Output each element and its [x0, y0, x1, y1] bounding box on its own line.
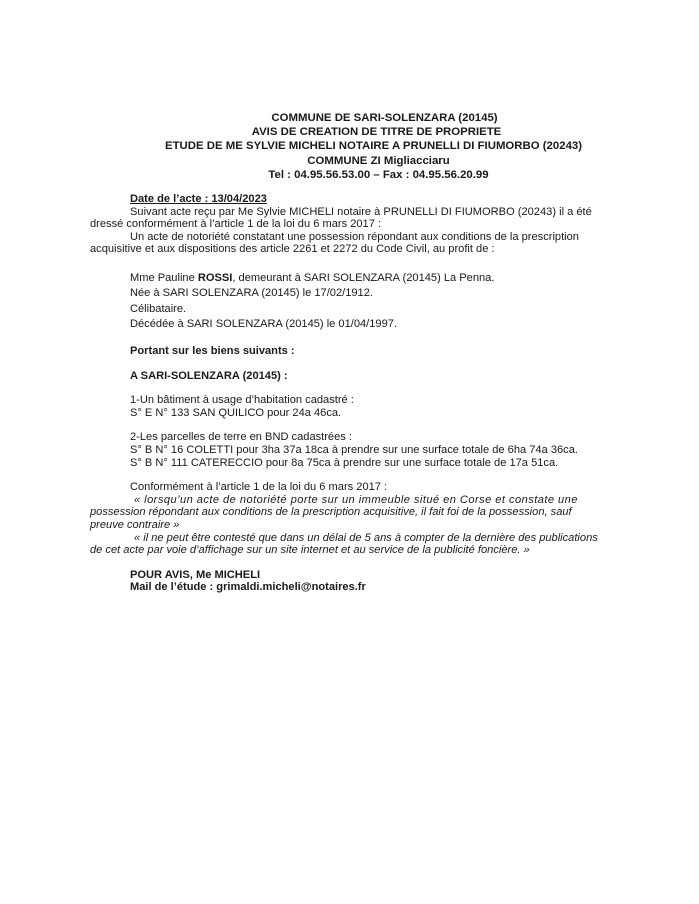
quote-1-line-3: preuve contraire » [90, 518, 180, 531]
location-heading: A SARI-SOLENZARA (20145) : [130, 369, 288, 382]
beneficiary-death: Décédée à SARI SOLENZARA (20145) le 01/04/1997. [130, 318, 398, 331]
header-notice-title: AVIS DE CREATION DE TITRE DE PROPRIETE [251, 126, 502, 139]
quote-1-line-1: « lorsqu’un acte de notoriété porte sur un immeuble situé en Corse et constate une [134, 493, 578, 506]
notice-header [0, 111, 699, 182]
header-contact: Tel : 04.95.56.53.00 – Fax : 04.95.56.20.99 [268, 168, 489, 181]
notice-body [90, 193, 620, 594]
beneficiary-status: Célibataire. [130, 302, 187, 315]
intro-paragraph-1-line-1: Suivant acte reçu par Me Sylvie MICHELI notaire à PRUNELLI DI FIUMORBO (20243) il a été [130, 205, 592, 218]
beneficiary-name-prefix: Mme Pauline [130, 271, 198, 284]
item-2-title: 2-Les parcelles de terre en BND cadastrées : [130, 431, 352, 444]
beneficiary-surname: ROSSI [197, 271, 233, 284]
beneficiary-block [90, 271, 620, 333]
quote-2-line-2: de cet acte par voie d’affichage sur un site internet et au service de la publicité foncière. » [90, 544, 530, 557]
header-commune: COMMUNE DE SARI-SOLENZARA (20145) [271, 112, 498, 124]
beneficiary-birth: Née à SARI SOLENZARA (20145) le 17/02/1912. [130, 287, 373, 300]
conformity-line: Conformément à l’article 1 de la loi du 6 mars 2017 : [130, 481, 388, 494]
header-office-commune: COMMUNE ZI Migliacciaru [307, 154, 450, 167]
intro-paragraph-2-line-1: Un acte de notoriété constatant une possession répondant aux conditions de la prescription [130, 230, 579, 243]
goods-heading: Portant sur les biens suivants : [130, 344, 295, 357]
quote-2-line-1: « il ne peut être contesté que dans un délai de 5 ans à compter de la dernière des publications [134, 531, 598, 544]
quote-1-line-2: possession répondant aux conditions de la prescription acquisitive, il fait foi de la possession, sauf [90, 506, 572, 519]
beneficiary-address: , demeurant à SARI SOLENZARA (20145) La Penna. [232, 271, 495, 284]
quote-1 [90, 494, 620, 532]
office-email-line: Mail de l’étude : grimaldi.micheli@notaires.fr [130, 581, 366, 594]
beneficiary-name-line [130, 271, 620, 287]
intro-paragraph-1-line-2: dressé conformément à l’article 1 de la loi du 6 mars 2017 : [90, 218, 382, 231]
item-1-title: 1-Un bâtiment à usage d’habitation cadastré : [130, 394, 354, 407]
item-2-detail-2: S° B N° 111 CATERECCIO pour 8a 75ca à prendre sur une surface totale de 17a 51ca. [130, 456, 559, 469]
quote-2 [90, 532, 620, 557]
signature-line: POUR AVIS, Me MICHELI [130, 568, 261, 581]
intro-paragraph-2-line-2: acquisitive et aux dispositions des article 2261 et 2272 du Code Civil, au profit de : [90, 243, 495, 256]
act-date: Date de l’acte : 13/04/2023 [130, 193, 267, 205]
item-1-detail: S° E N° 133 SAN QUILICO pour 24a 46ca. [130, 406, 342, 419]
item-2-detail-1: S° B N° 16 COLETTI pour 3ha 37a 18ca à prendre sur une surface totale de 6ha 74a 36ca. [130, 443, 578, 456]
header-notary-office: ETUDE DE ME SYLVIE MICHELI NOTAIRE A PRUNELLI DI FIUMORBO (20243) [164, 140, 583, 153]
